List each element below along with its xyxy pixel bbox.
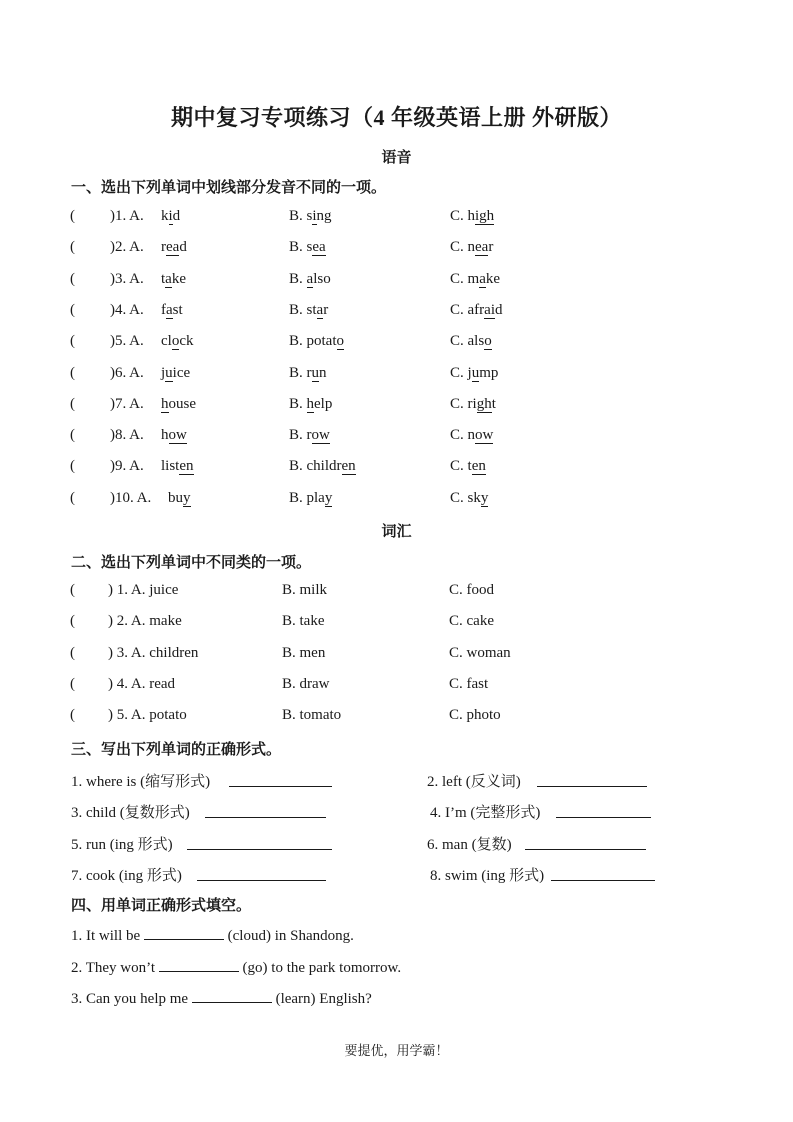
question-option-a: ) 2. A. make — [108, 613, 182, 630]
question-number: )4. A. — [110, 301, 144, 318]
underlined-part: o — [171, 333, 180, 350]
word-part: childr — [306, 458, 342, 475]
option-b — [289, 239, 326, 256]
option-a — [161, 365, 190, 382]
exercise-left: 3. child (复数形式) — [71, 805, 190, 822]
word-part: elp — [314, 395, 333, 412]
word-part: j — [161, 364, 166, 381]
underlined-part: y — [324, 489, 333, 506]
option-b — [289, 271, 331, 288]
word-part: bu — [168, 489, 183, 506]
answer-blank — [144, 925, 224, 940]
question-number: )8. A. — [110, 427, 144, 444]
answer-paren: ( — [70, 582, 75, 598]
option-letter: C. — [450, 427, 468, 444]
underlined-part: o — [336, 333, 345, 350]
option-b: B. draw — [282, 675, 330, 692]
answer-blank — [205, 803, 326, 818]
option-c — [450, 490, 488, 507]
answer-blank — [192, 988, 272, 1003]
question-number: )1. A. — [110, 208, 144, 224]
exercise-right: 2. left (反义词) — [427, 774, 521, 790]
option-b — [289, 458, 356, 475]
word-part: r — [306, 427, 312, 444]
word-part: ck — [179, 333, 194, 350]
answer-paren: ( — [70, 489, 75, 506]
option-c — [450, 271, 500, 288]
word-part: m — [467, 270, 480, 287]
word-part: h — [161, 427, 169, 444]
answer-paren: ( — [70, 239, 75, 256]
word-part: n — [319, 364, 327, 381]
option-c: C. woman — [449, 644, 511, 661]
part1-heading: 一、选出下列单词中划线部分发音不同的一项。 — [71, 180, 387, 196]
word-part: r — [488, 239, 494, 256]
word-part: ri — [467, 395, 477, 412]
option-b — [289, 490, 332, 507]
question-number: )7. A. — [110, 395, 144, 412]
question-option-a: ) 3. A. children — [108, 644, 199, 661]
option-b: B. tomato — [282, 707, 342, 724]
underlined-part: o — [484, 333, 492, 350]
underlined-part: a — [165, 270, 172, 287]
underlined-part: i — [168, 208, 173, 224]
answer-blank — [556, 803, 651, 818]
option-c — [450, 208, 494, 225]
option-c — [450, 239, 493, 256]
word-part: ouse — [168, 395, 196, 412]
part3-heading: 三、写出下列单词的正确形式。 — [71, 742, 282, 758]
question-option-a: ) 4. A. read — [108, 675, 176, 692]
word-part: f — [161, 301, 166, 318]
option-b — [289, 333, 344, 350]
answer-paren: ( — [70, 364, 75, 381]
option-c — [450, 396, 496, 413]
option-letter: B. — [289, 208, 307, 224]
answer-paren: ( — [70, 333, 75, 350]
option-b — [289, 208, 332, 225]
option-a — [161, 427, 187, 444]
word-part: lso — [313, 270, 331, 287]
word-part: s — [306, 208, 313, 224]
option-letter: C. — [450, 364, 468, 381]
word-part: ice — [172, 364, 191, 381]
option-letter: B. — [289, 333, 307, 350]
answer-blank — [551, 866, 655, 881]
answer-paren: ( — [70, 427, 75, 444]
section-label-vocabulary: 词汇 — [381, 524, 412, 540]
option-c — [450, 365, 498, 382]
option-letter: C. — [450, 333, 468, 350]
word-part: pla — [306, 489, 325, 506]
answer-blank — [159, 957, 239, 972]
answer-paren: ( — [70, 458, 75, 475]
underlined-part: ea — [312, 239, 326, 256]
answer-paren: ( — [70, 707, 75, 724]
option-b — [289, 302, 328, 319]
answer-blank — [229, 772, 332, 787]
option-c — [450, 427, 493, 444]
word-part: t — [161, 270, 166, 287]
underlined-part: h — [161, 395, 169, 412]
answer-blank — [197, 866, 326, 881]
answer-paren: ( — [70, 301, 75, 318]
option-letter: B. — [289, 239, 307, 256]
word-part: sk — [467, 489, 481, 506]
underlined-part: ai — [484, 301, 495, 318]
underlined-part: a — [306, 270, 314, 287]
fill-blank-sentence — [71, 925, 354, 945]
word-part: r — [323, 301, 329, 318]
underlined-part: y — [480, 489, 489, 506]
word-part: st — [172, 301, 183, 318]
underlined-part: gh — [476, 395, 492, 412]
option-letter: B. — [289, 489, 307, 506]
underlined-part: en — [341, 458, 356, 475]
answer-paren: ( — [70, 208, 75, 224]
option-letter: C. — [450, 239, 468, 256]
underlined-part: y — [183, 489, 191, 506]
word-part: cl — [161, 333, 172, 350]
answer-paren: ( — [70, 395, 75, 412]
word-part: als — [467, 333, 485, 350]
question-number: )10. A. — [110, 489, 152, 506]
sentence-end: (cloud) in Shandong. — [223, 928, 354, 944]
option-letter: C. — [450, 270, 468, 287]
word-part: d — [495, 301, 503, 318]
underlined-part: u — [311, 364, 320, 381]
underlined-part: a — [316, 301, 324, 318]
underlined-part: ea — [475, 239, 489, 256]
underlined-part: i — [312, 208, 317, 224]
option-a — [161, 333, 194, 350]
word-part: ke — [485, 270, 501, 287]
option-letter: B. — [289, 395, 307, 412]
exercise-left: 1. where is (缩写形式) — [71, 774, 211, 790]
underlined-part: ow — [475, 427, 494, 444]
option-c: C. photo — [449, 707, 501, 724]
word-part: ng — [316, 208, 332, 224]
word-part: s — [306, 239, 313, 256]
word-part: n — [467, 239, 476, 256]
answer-paren: ( — [70, 613, 75, 630]
word-part: st — [306, 301, 317, 318]
answer-blank — [537, 772, 647, 787]
question-number: )2. A. — [110, 239, 144, 256]
option-letter: B. — [289, 270, 307, 287]
underlined-part: h — [306, 395, 315, 412]
option-a — [168, 490, 191, 507]
option-c: C. cake — [449, 613, 494, 630]
underlined-part: u — [471, 364, 480, 381]
underlined-part: a — [479, 270, 486, 287]
page-title: 期中复习专项练习（4 年级英语上册 外研版） — [170, 105, 622, 130]
option-letter: C. — [450, 208, 468, 224]
word-part: list — [161, 458, 180, 475]
option-b: B. men — [282, 644, 326, 661]
underlined-part: ea — [166, 239, 180, 256]
page-footer: 要提优，用学霸！ — [344, 1043, 449, 1058]
sentence-end: (learn) English? — [271, 991, 372, 1007]
option-c — [450, 302, 503, 319]
answer-blank — [187, 835, 332, 850]
answer-paren: ( — [70, 644, 75, 661]
option-a — [161, 458, 194, 475]
word-part: k — [161, 208, 169, 224]
underlined-part: a — [166, 301, 173, 318]
word-part: n — [467, 427, 476, 444]
answer-paren: ( — [70, 675, 75, 692]
underlined-part: en — [179, 458, 194, 475]
word-part: ke — [171, 270, 187, 287]
option-a — [161, 239, 187, 256]
question-option-a: ) 5. A. potato — [108, 707, 187, 724]
option-letter: B. — [289, 427, 307, 444]
question-number: )9. A. — [110, 458, 144, 475]
fill-blank-sentence — [71, 988, 372, 1008]
option-b — [289, 427, 330, 444]
option-letter: C. — [450, 395, 468, 412]
option-letter: B. — [289, 301, 307, 318]
exercise-right: 4. I’m (完整形式) — [430, 805, 541, 822]
option-b: B. take — [282, 613, 325, 630]
underlined-part: igh — [475, 208, 495, 224]
word-part: r — [306, 364, 312, 381]
part4-heading: 四、用单词正确形式填空。 — [71, 898, 252, 914]
word-part: d — [179, 239, 187, 256]
underlined-part: ow — [311, 427, 330, 444]
question-option-a: ) 1. A. juice — [108, 582, 179, 598]
option-b — [289, 365, 327, 382]
word-part: mp — [479, 364, 499, 381]
word-part: t — [491, 395, 496, 412]
underlined-part: en — [471, 458, 486, 475]
option-b: B. milk — [282, 582, 328, 598]
exercise-right: 6. man (复数) — [427, 836, 512, 853]
word-part: afr — [467, 301, 485, 318]
sentence-start: 1. It will be — [71, 928, 144, 944]
word-part: potat — [306, 333, 337, 350]
option-c: C. fast — [449, 675, 489, 692]
part2-heading: 二、选出下列单词中不同类的一项。 — [71, 555, 312, 571]
option-c: C. food — [449, 582, 494, 598]
word-part: h — [467, 208, 476, 224]
word-part: j — [467, 364, 472, 381]
answer-paren: ( — [70, 270, 75, 287]
option-c — [450, 458, 486, 475]
option-c — [450, 333, 492, 350]
question-number: )5. A. — [110, 333, 144, 350]
option-a — [161, 396, 196, 413]
exercise-right: 8. swim (ing 形式) — [430, 867, 545, 884]
question-number: )3. A. — [110, 270, 144, 287]
option-a — [161, 302, 183, 319]
sentence-start: 2. They won’t — [71, 959, 159, 976]
option-letter: C. — [450, 458, 468, 475]
word-part: r — [161, 239, 166, 256]
word-part: d — [172, 208, 181, 224]
exercise-left: 7. cook (ing 形式) — [71, 867, 182, 884]
option-a — [161, 208, 180, 225]
option-letter: B. — [289, 458, 307, 475]
underlined-part: ow — [168, 427, 187, 444]
sentence-start: 3. Can you help me — [71, 991, 192, 1007]
answer-blank — [525, 835, 646, 850]
option-b — [289, 396, 332, 413]
underlined-part: u — [165, 364, 173, 381]
option-letter: C. — [450, 301, 468, 318]
exercise-left: 5. run (ing 形式) — [71, 836, 173, 853]
section-label-phonetics: 语音 — [381, 150, 412, 166]
fill-blank-sentence — [71, 957, 401, 977]
word-part: t — [467, 458, 472, 475]
question-number: )6. A. — [110, 364, 144, 381]
option-letter: B. — [289, 364, 307, 381]
option-letter: C. — [450, 489, 468, 506]
sentence-end: (go) to the park tomorrow. — [238, 959, 402, 976]
option-a — [161, 271, 186, 288]
